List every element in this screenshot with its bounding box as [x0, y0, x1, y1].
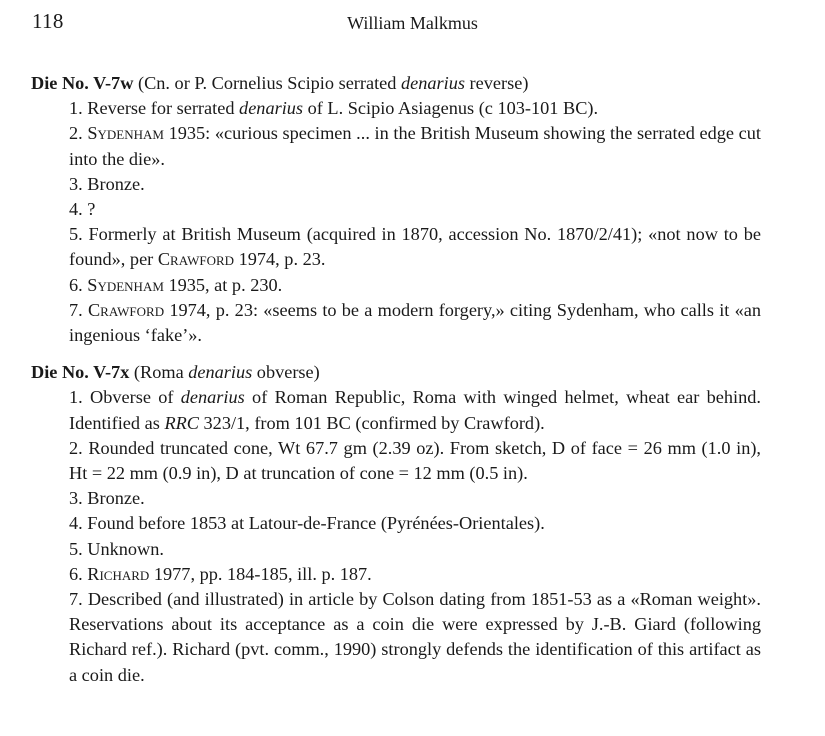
entry-item [31, 222, 761, 272]
styled-text: Sydenham [87, 123, 164, 144]
entry-item [31, 511, 761, 536]
entry-item [31, 273, 761, 298]
text-run: 1974, p. 23. [234, 249, 326, 270]
entry-heading [31, 71, 761, 96]
styled-text: denarius [180, 387, 245, 408]
text-run: 3. Bronze. [69, 488, 145, 509]
text-run: 5. Formerly at British Museum (acquired in 1870, accession No. 1870/2/41); «not now to be found», per [69, 224, 761, 270]
entry-item [31, 96, 761, 121]
text-run: 6. [69, 274, 88, 295]
entry-item [31, 486, 761, 511]
styled-text: denarius [239, 98, 304, 119]
text-run: 7. Described (and illustrated) in article by Colson dating from 1851-53 as a «Roman weight». Reservations about its acceptance as a coin die were expressed by J.-B. Giard (following Richard ref.). Richard (pvt. comm., 1990) strongly defends the identification of this artifact as a coin die. [69, 589, 761, 685]
text-run: of Roman Republic, Roma with winged helmet, wheat ear behind. Identified as [69, 387, 761, 433]
styled-text: Richard [87, 563, 150, 584]
entry-item-list [31, 96, 761, 348]
entry-item [31, 587, 761, 688]
die-number-label: Die No. V-7x [31, 362, 130, 383]
die-description: (Roma denarius obverse) [133, 362, 320, 383]
entry-item [31, 197, 761, 222]
styled-text: Crawford [87, 299, 165, 320]
text-run: 1. Reverse for serrated [69, 98, 240, 119]
text-run: 2. [69, 123, 88, 144]
die-entry-v7x [31, 360, 761, 688]
entry-item [31, 121, 761, 171]
entry-item [31, 436, 761, 486]
text-run: 1935, at p. 230. [163, 274, 283, 295]
text-run: 7. [69, 299, 88, 320]
page-number: 118 [32, 9, 64, 33]
text-run: 323/1, from 101 BC (confirmed by Crawford). [198, 412, 545, 433]
text-run: 6. [69, 563, 88, 584]
text-run: 1977, pp. 184-185, ill. p. 187. [149, 563, 372, 584]
text-run: of L. Scipio Asiagenus (c 103-101 BC). [303, 98, 599, 119]
entry-item-list [31, 385, 761, 687]
running-head-author: William Malkmus [347, 13, 478, 33]
entry-item [31, 298, 761, 348]
page-body [31, 71, 761, 700]
text-run: 4. ? [69, 199, 96, 220]
entry-item [31, 562, 761, 587]
die-number-label: Die No. V-7w [31, 73, 134, 93]
text-run: 5. Unknown. [69, 538, 164, 559]
die-description: (Cn. or P. Cornelius Scipio serrated denarius reverse) [137, 73, 529, 93]
entry-item [31, 537, 761, 562]
text-run: 4. Found before 1853 at Latour-de-France (Pyrénées-Orientales). [69, 513, 545, 534]
styled-text: Sydenham [87, 274, 164, 295]
entry-heading [31, 360, 761, 385]
text-run: 1974, p. 23: «seems to be a modern forgery,» citing Sydenham, who calls it «an ingenious ‘fake’». [69, 299, 762, 346]
entry-item [31, 172, 761, 197]
text-run: 2. Rounded truncated cone, Wt 67.7 gm (2.39 oz). From sketch, D of face = 26 mm (1.0 in), Ht = 22 mm (0.9 in), D at truncation of cone = 12 mm (0.5 in). [69, 437, 761, 484]
die-entry-v7w [31, 71, 761, 348]
entry-item [31, 385, 761, 435]
text-run: 3. Bronze. [69, 173, 145, 194]
text-run: 1935: «curious specimen ... in the British Museum showing the serrated edge cut into the die». [69, 123, 762, 169]
styled-text: Crawford [157, 249, 235, 270]
text-run: 1. Obverse of [69, 387, 181, 408]
styled-text: RRC [164, 412, 199, 433]
